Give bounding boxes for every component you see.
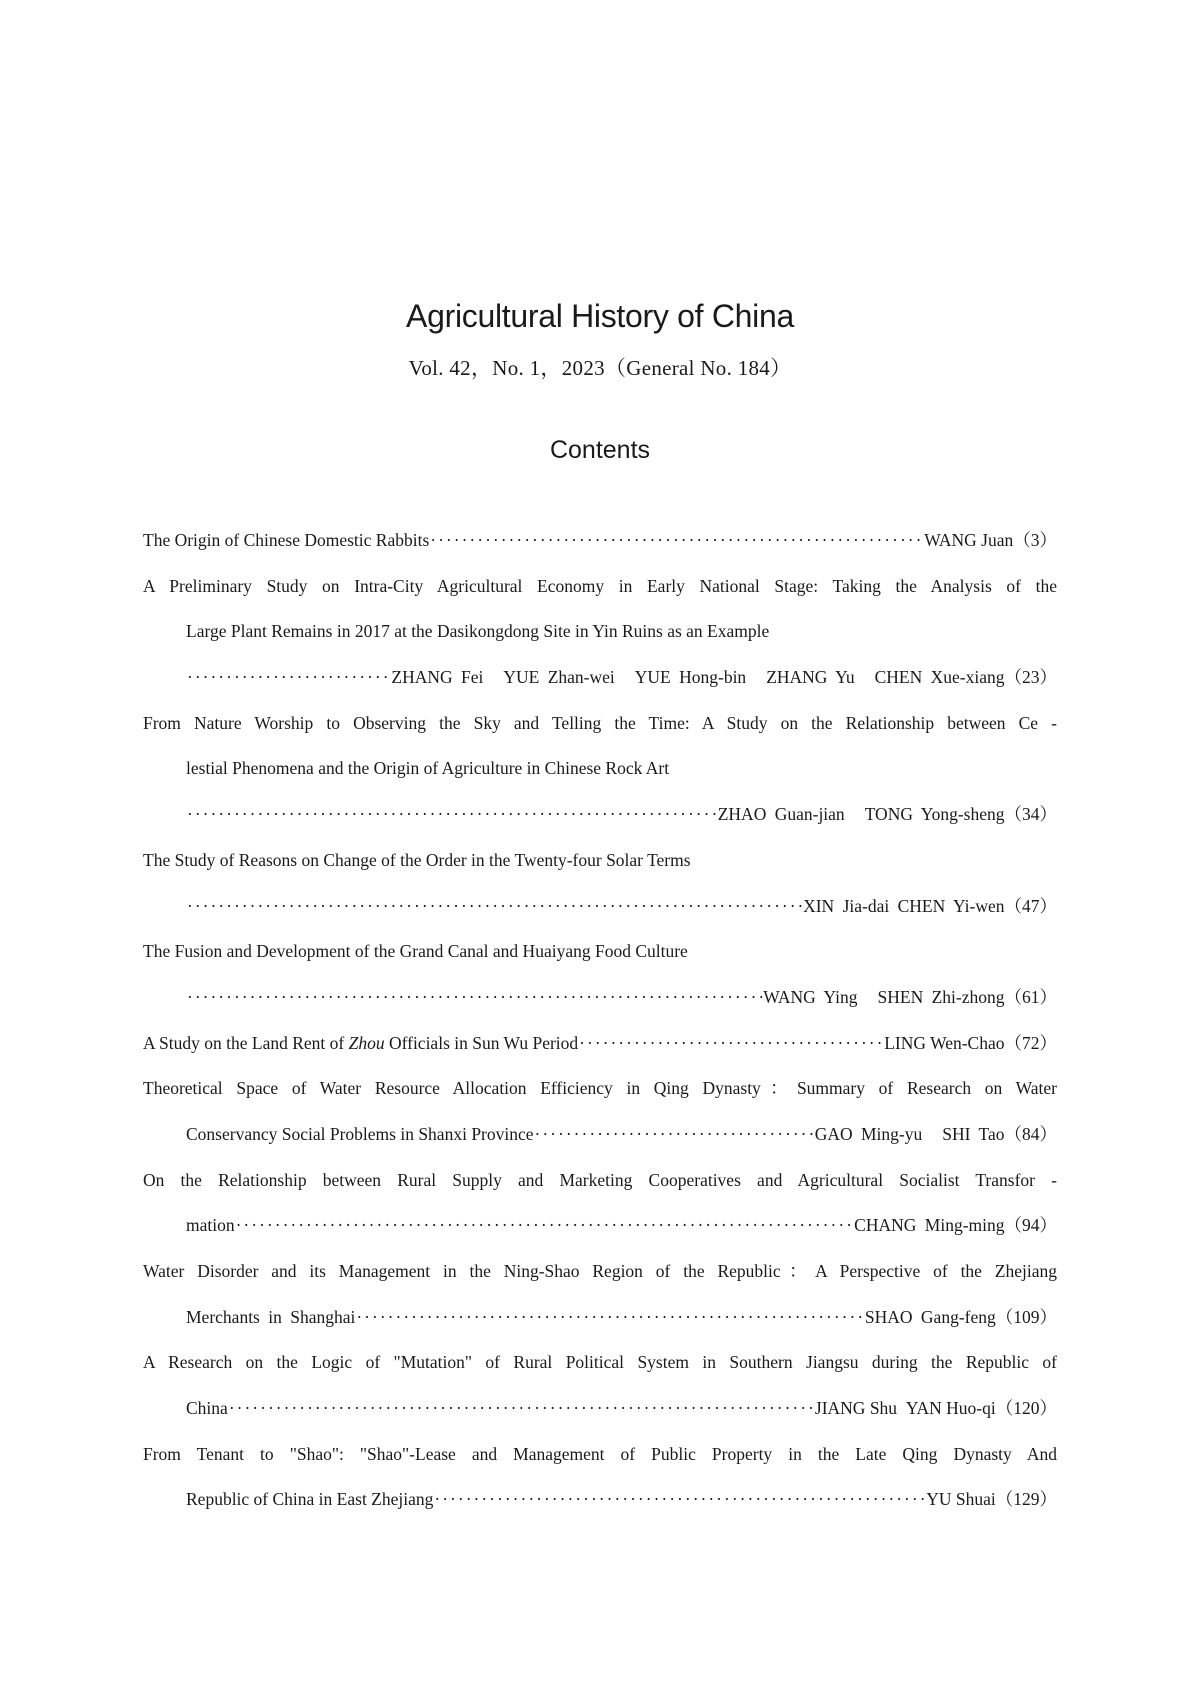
entry-author: CHEN Xue-xiang [874, 667, 1005, 688]
journal-title: Agricultural History of China [406, 298, 794, 334]
entry-page: （34） [1004, 804, 1057, 825]
entry-author: YAN Huo-qi [905, 1398, 996, 1419]
entry-author: GAO Ming-yu [814, 1123, 923, 1144]
toc-entry[interactable] [143, 1249, 1057, 1340]
entry-title-line: A Preliminary Study on Intra-City Agricultural Economy in Early National Stage: Taking the Analysis of the [143, 575, 1057, 596]
toc-entry[interactable] [143, 564, 1057, 701]
entry-page: （3） [1013, 530, 1057, 550]
dot-leader [430, 518, 923, 564]
italic-term: Zhou [348, 1032, 385, 1053]
entry-title-line: China [186, 1398, 228, 1419]
entry-title-line: Water Disorder and its Management in the Ning-Shao Region of the Republic：A Perspective of the Zhejiang [143, 1261, 1057, 1281]
dot-leader [579, 1021, 883, 1067]
issue-info: Vol. 42，No. 1，2023（General No. 184） [408, 356, 792, 380]
entry-title-line: The Study of Reasons on Change of the Order in the Twenty-four Solar Terms [143, 849, 691, 870]
dot-leader [434, 1477, 925, 1523]
entry-title: The Origin of Chinese Domestic Rabbits [143, 530, 430, 550]
entry-page: （129） [995, 1489, 1057, 1510]
entry-author: YU Shuai [926, 1489, 996, 1510]
entry-page: （109） [995, 1306, 1057, 1327]
entry-author: JIANG Shu [814, 1398, 898, 1419]
entry-author: CHANG Ming-ming [854, 1215, 1005, 1236]
entry-page: （72） [1004, 1032, 1057, 1053]
entry-page: （61） [1004, 986, 1057, 1007]
entry-title-line: Merchants in Shanghai [186, 1306, 356, 1327]
entry-author: WANG Ying [763, 986, 858, 1007]
entry-author: WANG Juan [924, 530, 1014, 550]
entry-page: （120） [995, 1398, 1057, 1419]
entry-author: SHAO Gang-feng [864, 1306, 996, 1327]
contents-heading: Contents [549, 436, 651, 464]
entry-page: （94） [1004, 1215, 1057, 1236]
toc-entry[interactable] [143, 701, 1057, 838]
entry-title-line: Conservancy Social Problems in Shanxi Province [186, 1123, 534, 1144]
dot-leader [535, 1112, 814, 1158]
entry-author: YUE Hong-bin [634, 667, 747, 688]
entry-author: ZHANG Fei [391, 667, 484, 688]
entry-author: LING Wen-Chao [884, 1032, 1005, 1053]
toc-entry[interactable] [143, 1021, 1057, 1067]
dot-leader [187, 884, 802, 930]
entry-title: A Study on the Land Rent of Zhou Officials in Sun Wu Period [143, 1032, 579, 1053]
entry-title-line: Republic of China in East Zhejiang [186, 1489, 434, 1510]
dot-leader [236, 1203, 854, 1249]
entry-title-line: The Fusion and Development of the Grand Canal and Huaiyang Food Culture [143, 941, 688, 962]
entry-title-line: mation [186, 1215, 235, 1236]
entry-title-line: Theoretical Space of Water Resource Allocation Efficiency in Qing Dynasty：Summary of Research on Water [143, 1078, 1057, 1099]
dot-leader [187, 975, 762, 1021]
dot-leader [187, 792, 717, 838]
entry-author: CHEN Yi-wen [897, 895, 1005, 916]
entry-author: ZHAO Guan-jian [717, 804, 845, 825]
dot-leader [356, 1295, 864, 1341]
entry-title-line: From Nature Worship to Observing the Sky and Telling the Time: A Study on the Relationship between Ce - [143, 712, 1057, 733]
entry-page: （47） [1004, 895, 1057, 916]
toc-entry[interactable] [143, 1340, 1057, 1431]
entry-author: YUE Zhan-wei [503, 667, 615, 688]
toc-entry[interactable] [143, 1158, 1057, 1249]
entry-page: （84） [1004, 1123, 1057, 1144]
toc-entry[interactable] [143, 518, 1057, 564]
entry-title-line: A Research on the Logic of "Mutation" of Rural Political System in Southern Jiangsu during the Republic of [143, 1352, 1057, 1373]
entry-title-line: lestial Phenomena and the Origin of Agriculture in Chinese Rock Art [186, 758, 670, 779]
entry-author: XIN Jia-dai [803, 895, 890, 916]
entry-title-line: On the Relationship between Rural Supply and Marketing Cooperatives and Agricultural Socialist Transfor - [143, 1169, 1057, 1190]
entry-title-line: From Tenant to "Shao": "Shao"-Lease and Management of Public Property in the Late Qing Dynasty And [143, 1443, 1057, 1464]
toc-entry[interactable] [143, 1066, 1057, 1157]
toc-entry[interactable] [143, 1432, 1057, 1523]
entry-author: SHEN Zhi-zhong [877, 986, 1005, 1007]
table-of-contents [143, 518, 1057, 1523]
entry-author: ZHANG Yu [766, 667, 855, 688]
toc-entry[interactable] [143, 838, 1057, 929]
dot-leader [229, 1386, 814, 1432]
entry-author: SHI Tao [942, 1123, 1005, 1144]
toc-entry[interactable] [143, 929, 1057, 1020]
entry-author: TONG Yong-sheng [864, 804, 1005, 825]
entry-title-line: Large Plant Remains in 2017 at the Dasikongdong Site in Yin Ruins as an Example [186, 621, 770, 642]
dot-leader [187, 655, 390, 701]
entry-page: （23） [1004, 667, 1057, 688]
